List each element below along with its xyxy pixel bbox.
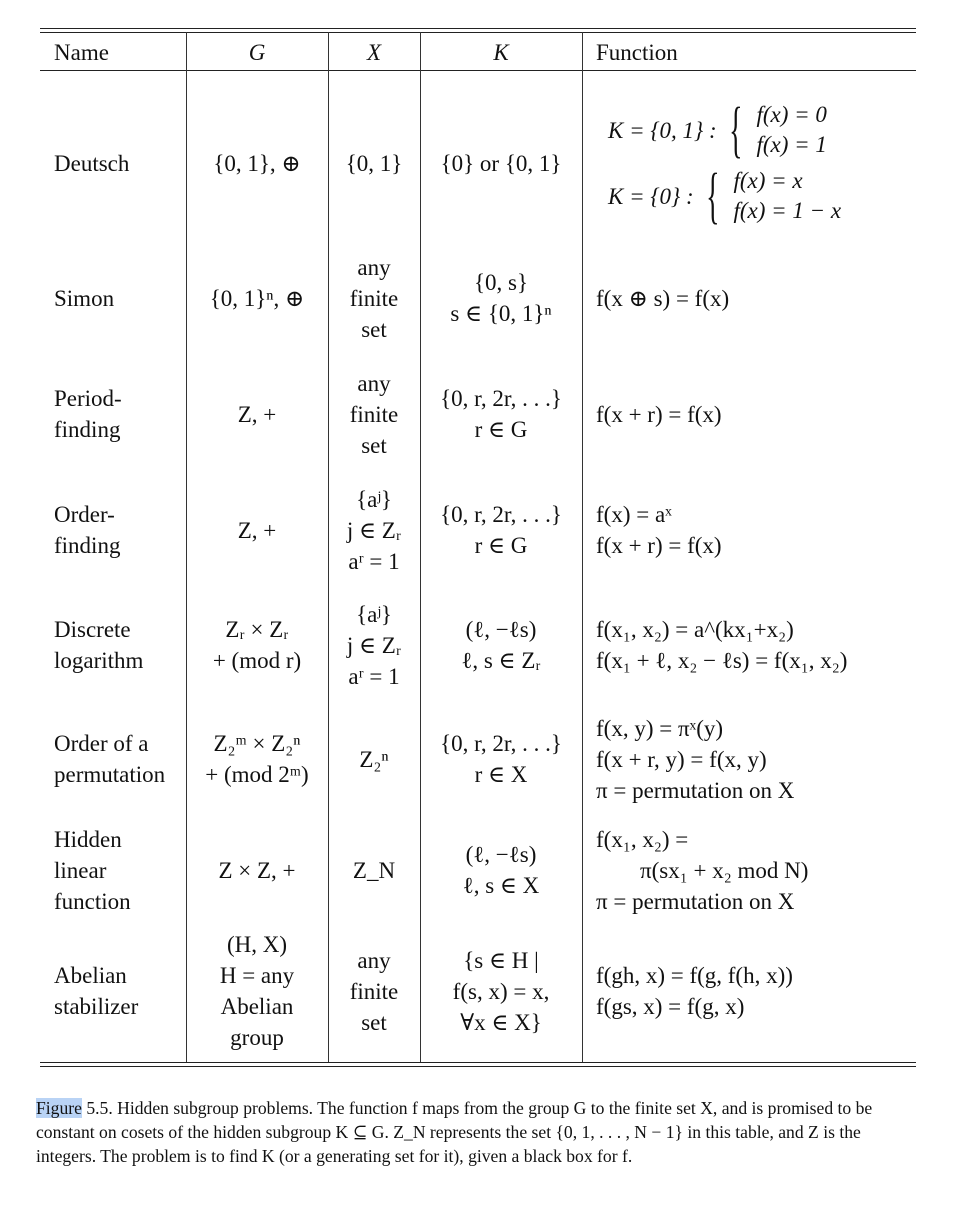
row-abelian-stabilizer-k-line: ∀x ∈ X} — [460, 1009, 542, 1035]
row-discrete-logarithm-k-line: (ℓ, −ℓs) — [465, 617, 537, 642]
row-simon-x-line: finite — [349, 285, 399, 311]
row-deutsch-name-line: Deutsch — [54, 150, 130, 176]
row-abelian-stabilizer-x-line: any — [357, 947, 391, 973]
row-order-finding-k — [420, 474, 582, 586]
row-order-finding-name-line: Order- — [54, 502, 115, 527]
caption-text: 5.5. Hidden subgroup problems. The function f maps from the group G to the finite set X, and is promised to be constant on cosets of the hidden subgroup K ⊆ G. Z_N represents the set {0, 1, . . . , N − 1} in this table, and Z is the integers. The problem is to find K (or a generating set for it), given a black box for f. — [36, 1098, 873, 1166]
row-abelian-stabilizer-function — [582, 926, 916, 1056]
deutsch-case-1-line-2: f(x) = 1 — [756, 132, 827, 157]
row-period-finding-g — [186, 358, 328, 470]
row-abelian-stabilizer-k — [420, 926, 582, 1056]
row-discrete-logarithm-name — [40, 590, 186, 700]
row-abelian-stabilizer-x-line: set — [361, 1009, 387, 1035]
row-simon-name-line: Simon — [54, 285, 115, 311]
header-k: K — [493, 39, 509, 65]
row-discrete-logarithm-x-line: {aʲ} — [356, 601, 392, 627]
row-deutsch-x — [328, 88, 420, 238]
row-discrete-logarithm-x-line: j ∈ Zᵣ — [346, 632, 402, 658]
row-period-finding-name-line: Period- — [54, 386, 122, 411]
row-abelian-stabilizer-x-line: finite — [349, 978, 399, 1004]
row-abelian-stabilizer-g-line: group — [230, 1025, 284, 1050]
row-period-finding-x-line: finite — [349, 401, 399, 427]
header-function: Function — [596, 39, 678, 65]
row-discrete-logarithm-k-line: ℓ, s ∈ Zᵣ — [461, 648, 541, 673]
row-order-of-permutation-k-line: {0, r, 2r, . . .} — [440, 731, 562, 756]
row-simon-g-line: {0, 1}ⁿ, ⊕ — [209, 285, 305, 311]
deutsch-case-1 — [608, 96, 827, 164]
row-hidden-linear-function-name-line: Hidden — [54, 826, 122, 852]
row-hidden-linear-function-x — [328, 818, 420, 922]
row-order-of-permutation-name — [40, 704, 186, 814]
row-discrete-logarithm-k — [420, 590, 582, 700]
row-hidden-linear-function-k-line: ℓ, s ∈ X — [462, 873, 540, 898]
deutsch-case-2-line-1: f(x) = x — [733, 168, 803, 193]
row-simon-x-line: set — [361, 316, 387, 342]
row-order-finding-x — [328, 474, 420, 586]
row-abelian-stabilizer-g-line: (H, X) — [226, 932, 288, 957]
row-order-of-permutation-name-line: Order of a — [54, 731, 149, 756]
deutsch-case-2-line-2: f(x) = 1 − x — [733, 198, 842, 223]
row-simon-x-line: any — [357, 254, 391, 280]
bottom-rule-1 — [40, 1062, 916, 1063]
row-order-of-permutation-function-line: f(x, y) = πˣ(y) — [596, 715, 724, 741]
row-simon-x — [328, 242, 420, 354]
row-discrete-logarithm-x — [328, 590, 420, 700]
row-hidden-linear-function-g — [186, 818, 328, 922]
row-deutsch-k-line: {0} or {0, 1} — [440, 150, 562, 176]
row-abelian-stabilizer-name-line: stabilizer — [54, 994, 139, 1019]
row-order-of-permutation-function-line: f(x + r, y) = f(x, y) — [596, 746, 767, 772]
row-hidden-linear-function-function-line: f(x₁, x₂) = — [596, 826, 689, 852]
row-hidden-linear-function-x-line: Z_N — [352, 857, 396, 883]
row-abelian-stabilizer-g-line: H = any — [219, 963, 295, 988]
row-hidden-linear-function-g-line: Z × Z, + — [218, 857, 296, 883]
row-discrete-logarithm-g-line: + (mod r) — [212, 648, 302, 673]
row-discrete-logarithm-x-line: aʳ = 1 — [348, 663, 400, 689]
header-x: X — [366, 39, 382, 65]
row-simon-k-line: {0, s} — [473, 270, 529, 295]
header-g: G — [248, 39, 266, 65]
row-abelian-stabilizer-name-line: Abelian — [54, 963, 127, 988]
row-period-finding-k-line: {0, r, 2r, . . .} — [440, 386, 562, 411]
row-period-finding-x-line: set — [361, 432, 387, 458]
header-rule — [40, 70, 916, 71]
row-period-finding-name — [40, 358, 186, 470]
bottom-rule-2 — [40, 1066, 916, 1067]
row-order-of-permutation-k — [420, 704, 582, 814]
row-hidden-linear-function-name — [40, 818, 186, 922]
row-order-finding-name-line: finding — [54, 533, 121, 558]
row-abelian-stabilizer-g — [186, 926, 328, 1056]
row-period-finding-name-line: finding — [54, 417, 121, 442]
row-order-of-permutation-x-line: Z₂ⁿ — [359, 746, 389, 772]
row-order-finding-g — [186, 474, 328, 586]
row-deutsch-x-line: {0, 1} — [345, 150, 403, 176]
row-hidden-linear-function-name-line: function — [54, 888, 131, 914]
row-hidden-linear-function-function-line: π(sx₁ + x₂ mod N) — [640, 857, 809, 883]
row-deutsch-g — [186, 88, 328, 238]
row-simon-function — [582, 242, 916, 354]
row-period-finding-x — [328, 358, 420, 470]
left-brace-symbol: { — [728, 96, 743, 164]
row-order-of-permutation-k-line: r ∈ X — [474, 762, 528, 787]
row-hidden-linear-function-function — [582, 818, 916, 922]
row-order-of-permutation-function-line: π = permutation on X — [596, 777, 795, 803]
row-order-of-permutation-g-line: + (mod 2ᵐ) — [205, 762, 309, 787]
row-discrete-logarithm-g-line: Zᵣ × Zᵣ — [225, 617, 289, 642]
row-order-finding-name — [40, 474, 186, 586]
row-order-finding-x-line: aʳ = 1 — [348, 548, 400, 574]
row-hidden-linear-function-name-line: linear — [54, 857, 107, 883]
row-simon-k — [420, 242, 582, 354]
row-deutsch-g-line: {0, 1}, ⊕ — [213, 150, 301, 176]
row-abelian-stabilizer-name — [40, 926, 186, 1056]
row-simon-g — [186, 242, 328, 354]
row-period-finding-function-line: f(x + r) = f(x) — [596, 401, 722, 427]
figure-caption — [36, 1096, 916, 1168]
row-discrete-logarithm-name-line: Discrete — [54, 617, 131, 642]
row-discrete-logarithm-name-line: logarithm — [54, 648, 144, 673]
deutsch-case-2-prefix: K = {0} : — [608, 183, 694, 209]
row-order-finding-k-line: {0, r, 2r, . . .} — [440, 502, 562, 527]
row-deutsch-name — [40, 88, 186, 238]
header-name: Name — [54, 39, 109, 65]
row-discrete-logarithm-g — [186, 590, 328, 700]
row-discrete-logarithm-function-line: f(x₁, x₂) = a^(kx₁+x₂) — [596, 617, 794, 642]
row-order-of-permutation-name-line: permutation — [54, 762, 166, 787]
deutsch-case-2 — [608, 162, 842, 230]
row-order-finding-x-line: {aʲ} — [356, 486, 392, 512]
row-hidden-linear-function-function-line: π = permutation on X — [596, 888, 795, 914]
row-order-of-permutation-function — [582, 704, 916, 814]
row-discrete-logarithm-function — [582, 590, 916, 700]
row-period-finding-k — [420, 358, 582, 470]
top-rule-1 — [40, 28, 916, 29]
row-abelian-stabilizer-function-line: f(gh, x) = f(g, f(h, x)) — [596, 963, 793, 988]
row-order-of-permutation-g — [186, 704, 328, 814]
row-deutsch-function — [582, 88, 916, 238]
caption-label: Figure — [36, 1098, 82, 1118]
left-brace-symbol: { — [705, 162, 720, 230]
row-period-finding-x-line: any — [357, 370, 391, 396]
row-order-of-permutation-x — [328, 704, 420, 814]
row-abelian-stabilizer-g-line: Abelian — [220, 994, 294, 1019]
deutsch-case-1-prefix: K = {0, 1} : — [608, 117, 717, 143]
row-order-finding-x-line: j ∈ Zᵣ — [346, 517, 402, 543]
row-abelian-stabilizer-function-line: f(gs, x) = f(g, x) — [596, 994, 745, 1019]
row-order-of-permutation-g-line: Z₂ᵐ × Z₂ⁿ — [213, 731, 301, 756]
row-order-finding-function — [582, 474, 916, 586]
row-deutsch-k — [420, 88, 582, 238]
row-abelian-stabilizer-x — [328, 926, 420, 1056]
row-simon-k-line: s ∈ {0, 1}ⁿ — [450, 301, 552, 326]
row-period-finding-g-line: Z, + — [237, 401, 277, 427]
row-hidden-linear-function-k-line: (ℓ, −ℓs) — [465, 842, 537, 867]
row-order-finding-g-line: Z, + — [237, 517, 277, 543]
row-discrete-logarithm-function-line: f(x₁ + ℓ, x₂ − ℓs) = f(x₁, x₂) — [596, 648, 848, 673]
row-abelian-stabilizer-k-line: f(s, x) = x, — [452, 978, 550, 1004]
row-hidden-linear-function-k — [420, 818, 582, 922]
row-period-finding-k-line: r ∈ G — [474, 417, 528, 442]
row-simon-name — [40, 242, 186, 354]
row-order-finding-k-line: r ∈ G — [474, 533, 528, 558]
row-order-finding-function-line: f(x + r) = f(x) — [596, 533, 722, 558]
row-order-finding-function-line: f(x) = aˣ — [596, 502, 672, 527]
row-abelian-stabilizer-k-line: {s ∈ H | — [463, 947, 539, 973]
row-period-finding-function — [582, 358, 916, 470]
deutsch-case-1-line-1: f(x) = 0 — [756, 102, 827, 127]
row-simon-function-line: f(x ⊕ s) = f(x) — [596, 285, 730, 311]
